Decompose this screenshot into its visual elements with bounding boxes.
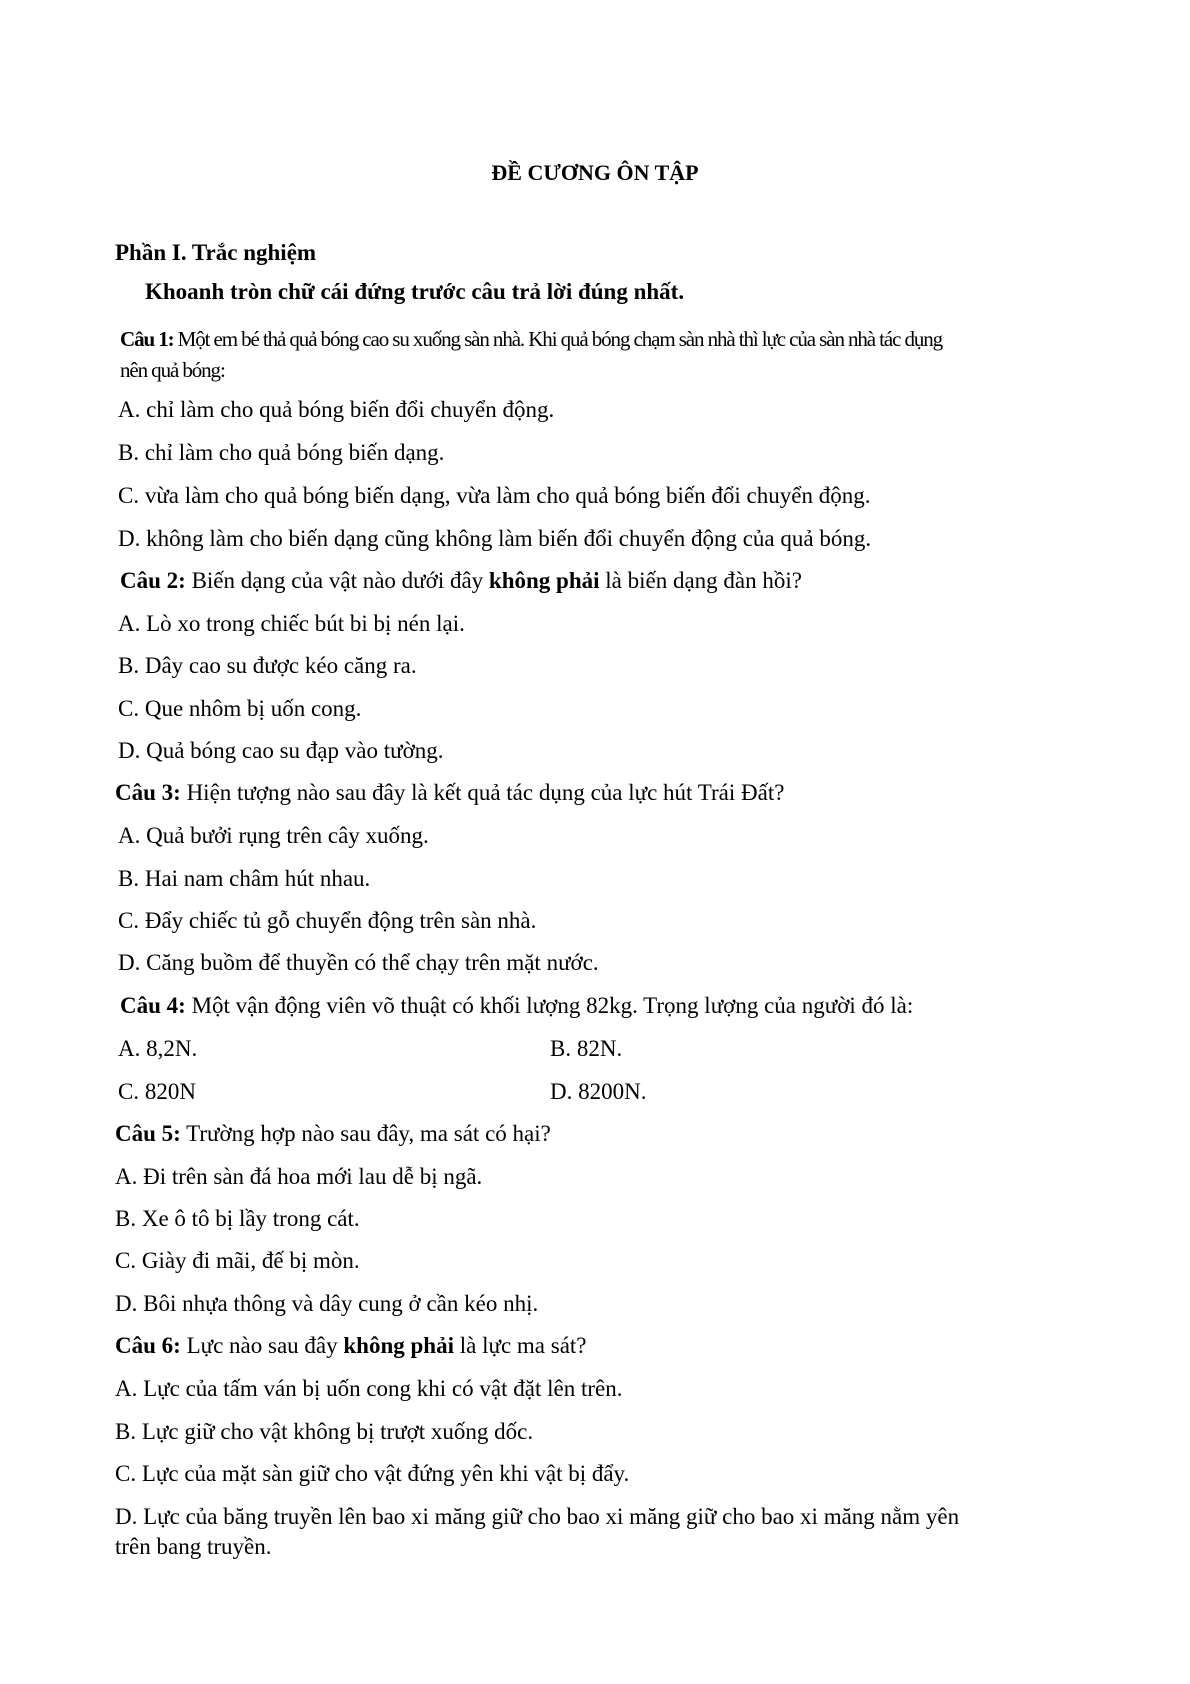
question-5-label: Câu 5: [115, 1121, 181, 1146]
question-6-option-a: A. Lực của tấm ván bị uốn cong khi có vật đặt lên trên. [115, 1376, 623, 1401]
question-1-stem-cont: nên quả bóng: [120, 358, 225, 382]
question-6-option-d: D. Lực của băng truyền lên bao xi măng giữ cho bao xi măng giữ cho bao xi măng nằm yên [115, 1504, 960, 1529]
question-2-text-post: là biến dạng đàn hồi? [599, 568, 802, 593]
question-2-option-b: B. Dây cao su được kéo căng ra. [118, 653, 417, 678]
instruction: Khoanh tròn chữ cái đứng trước câu trả lời đúng nhất. [145, 279, 685, 304]
question-4-stem [120, 992, 913, 1020]
question-4-option-d: D. 8200N. [550, 1079, 647, 1104]
question-1-option-a: A. chỉ làm cho quả bóng biến đổi chuyển động. [118, 397, 555, 422]
question-4-option-a: A. 8,2N. [118, 1036, 198, 1061]
question-4-option-c: C. 820N [118, 1079, 196, 1104]
question-2-text-pre: Biến dạng của vật nào dưới đây [185, 568, 489, 593]
question-2-option-c: C. Que nhôm bị uốn cong. [118, 696, 362, 721]
question-3-option-b: B. Hai nam châm hút nhau. [118, 866, 371, 891]
question-6-text-post: là lực ma sát? [453, 1333, 587, 1358]
question-4-option-b: B. 82N. [550, 1036, 623, 1061]
question-3-option-c: C. Đẩy chiếc tủ gỗ chuyển động trên sàn nhà. [118, 908, 537, 933]
question-2-text-bold: không phải [488, 568, 600, 593]
question-3-option-d: D. Căng buồm để thuyền có thể chạy trên mặt nước. [118, 950, 599, 975]
question-1-text: Một em bé thả quả bóng cao su xuống sàn nhà. Khi quả bóng chạm sàn nhà thì lực của sàn nhà tác dụng [173, 327, 943, 351]
question-5-text: Trường hợp nào sau đây, ma sát có hại? [180, 1121, 551, 1146]
question-5-option-c: C. Giày đi mãi, đế bị mòn. [115, 1248, 360, 1273]
question-6-option-c: C. Lực của mặt sàn giữ cho vật đứng yên khi vật bị đẩy. [115, 1461, 630, 1486]
question-5-stem [115, 1120, 551, 1148]
question-2-stem [120, 567, 802, 595]
question-3-stem [115, 779, 784, 807]
section-heading: Phần I. Trắc nghiệm [115, 240, 317, 265]
document-title: ĐỀ CƯƠNG ÔN TẬP [491, 160, 699, 185]
question-1-label: Câu 1: [120, 327, 174, 351]
question-6-stem [115, 1332, 587, 1360]
question-5-option-a: A. Đi trên sàn đá hoa mới lau dễ bị ngã. [115, 1164, 483, 1189]
question-2-option-a: A. Lò xo trong chiếc bút bi bị nén lại. [118, 611, 465, 636]
question-1-option-d: D. không làm cho biến dạng cũng không làm biến đổi chuyển động của quả bóng. [118, 526, 872, 551]
question-6-option-b: B. Lực giữ cho vật không bị trượt xuống dốc. [115, 1419, 534, 1444]
question-2-option-d: D. Quả bóng cao su đạp vào tường. [118, 738, 444, 763]
question-6-text-pre: Lực nào sau đây [180, 1333, 344, 1358]
question-1-option-c: C. vừa làm cho quả bóng biến dạng, vừa làm cho quả bóng biến đổi chuyển động. [118, 483, 871, 508]
question-5-option-b: B. Xe ô tô bị lầy trong cát. [115, 1206, 360, 1231]
question-2-label: Câu 2: [120, 568, 186, 593]
question-1-stem [120, 325, 942, 353]
question-3-label: Câu 3: [115, 780, 181, 805]
question-6-option-d-cont: trên bang truyền. [115, 1534, 272, 1559]
question-6-label: Câu 6: [115, 1333, 181, 1358]
question-4-label: Câu 4: [120, 993, 186, 1018]
question-4-text: Một vận động viên võ thuật có khối lượng 82kg. Trọng lượng của người đó là: [185, 993, 914, 1018]
question-6-text-bold: không phải [343, 1333, 454, 1358]
question-3-option-a: A. Quả bưởi rụng trên cây xuống. [118, 823, 429, 848]
question-1-option-b: B. chỉ làm cho quả bóng biến dạng. [118, 440, 445, 465]
question-3-text: Hiện tượng nào sau đây là kết quả tác dụng của lực hút Trái Đất? [180, 780, 785, 805]
question-5-option-d: D. Bôi nhựa thông và dây cung ở cần kéo nhị. [115, 1291, 539, 1316]
